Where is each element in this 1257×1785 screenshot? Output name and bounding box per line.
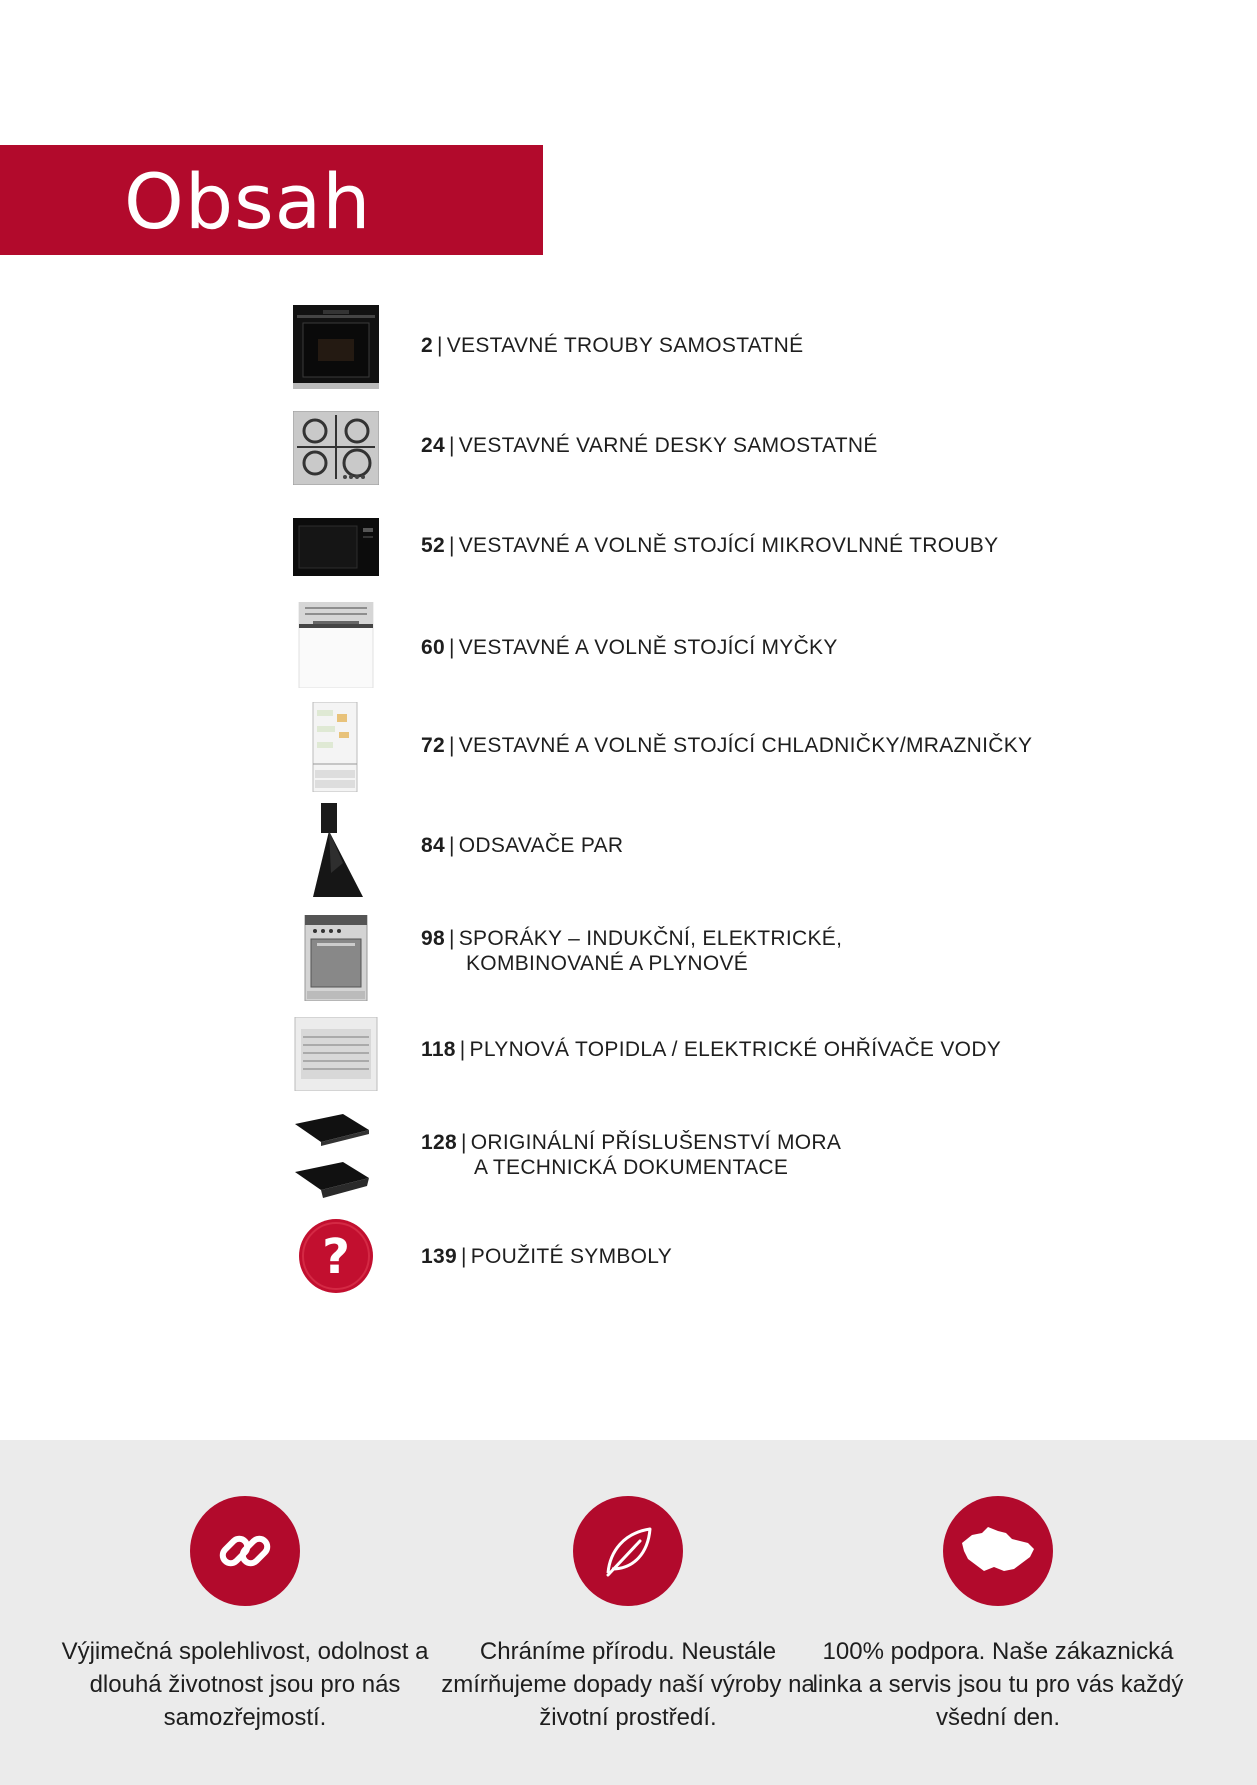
toc-page-number: 24	[421, 434, 445, 457]
cooker-icon	[293, 915, 379, 1001]
svg-text:?: ?	[322, 1229, 350, 1285]
toc-entry: 84 | ODSAVAČE PAR	[421, 834, 624, 857]
cooker-hood-icon	[293, 803, 379, 897]
toc-page-number: 2	[421, 334, 433, 357]
title-banner	[0, 145, 543, 255]
toc-label: VESTAVNÉ TROUBY SAMOSTATNÉ	[446, 334, 804, 357]
toc-entry: 139 | POUŽITÉ SYMBOLY	[421, 1245, 673, 1268]
toc-label: VESTAVNÉ A VOLNĚ STOJÍCÍ MIKROVLNNÉ TROUBY	[458, 534, 999, 557]
czech-map-icon	[943, 1496, 1053, 1606]
feature-text: Výjimečná spolehlivost, odolnost a dlouhá životnost jsou pro nás samozřejmostí.	[61, 1638, 429, 1731]
toc-entry: 72 | VESTAVNÉ A VOLNĚ STOJÍCÍ CHLADNIČKY/MRAZNIČKY	[421, 734, 1033, 757]
toc-entry: 118 | PLYNOVÁ TOPIDLA / ELEKTRICKÉ OHŘÍVAČE VODY	[421, 1038, 1002, 1061]
toc-page-number: 60	[421, 636, 445, 659]
toc-page-number: 139	[421, 1245, 457, 1268]
toc-entry: 128 | ORIGINÁLNÍ PŘÍSLUŠENSTVÍ MORA A TECHNICKÁ DOKUMENTACE	[421, 1131, 842, 1179]
dishwasher-icon	[293, 602, 379, 688]
toc-label: ORIGINÁLNÍ PŘÍSLUŠENSTVÍ MORA	[470, 1131, 842, 1154]
fridge-icon	[293, 702, 379, 792]
toc-label-continued: A TECHNICKÁ DOKUMENTACE	[474, 1156, 789, 1179]
toc-label: VESTAVNÉ A VOLNĚ STOJÍCÍ MYČKY	[458, 636, 838, 659]
toc-page-number: 52	[421, 534, 445, 557]
gas-hob-icon	[293, 411, 379, 485]
baking-trays-icon	[293, 1110, 379, 1202]
toc-label: SPORÁKY – INDUKČNÍ, ELEKTRICKÉ,	[458, 927, 843, 950]
toc-page-number: 84	[421, 834, 445, 857]
toc-label: ODSAVAČE PAR	[458, 834, 624, 857]
leaf-icon	[573, 1496, 683, 1606]
gas-heater-icon	[293, 1017, 379, 1091]
toc-label: POUŽITÉ SYMBOLY	[470, 1245, 673, 1268]
page-title: Obsah	[124, 157, 372, 246]
feature-text: Chráníme přírodu. Neustále zmírňujeme dopady naší výroby na životní prostředí.	[441, 1638, 815, 1731]
question-mark-icon	[293, 1218, 379, 1294]
features-footer	[0, 1440, 1257, 1785]
toc-entry: 52 | VESTAVNÉ A VOLNĚ STOJÍCÍ MIKROVLNNÉ TROUBY	[421, 534, 999, 557]
toc-page-number: 128	[421, 1131, 457, 1154]
toc-page-number: 98	[421, 927, 445, 950]
toc-label: PLYNOVÁ TOPIDLA / ELEKTRICKÉ OHŘÍVAČE VODY	[469, 1038, 1002, 1061]
toc-entry: 60 | VESTAVNÉ A VOLNĚ STOJÍCÍ MYČKY	[421, 636, 838, 659]
toc-entry: 2 | VESTAVNÉ TROUBY SAMOSTATNÉ	[421, 334, 804, 357]
chain-link-icon	[190, 1496, 300, 1606]
toc-entry: 98 | SPORÁKY – INDUKČNÍ, ELEKTRICKÉ, KOMBINOVANÉ A PLYNOVÉ	[421, 927, 843, 975]
toc-page-number: 118	[421, 1038, 456, 1061]
toc-label: VESTAVNÉ A VOLNĚ STOJÍCÍ CHLADNIČKY/MRAZNIČKY	[458, 734, 1033, 757]
toc-label: VESTAVNÉ VARNÉ DESKY SAMOSTATNÉ	[458, 434, 878, 457]
feature-text: 100% podpora. Naše zákaznická linka a servis jsou tu pro vás každý všední den.	[812, 1638, 1184, 1731]
toc-entry: 24 | VESTAVNÉ VARNÉ DESKY SAMOSTATNÉ	[421, 434, 878, 457]
toc-page-number: 72	[421, 734, 445, 757]
built-in-oven-icon	[293, 305, 379, 389]
microwave-icon	[293, 518, 379, 576]
toc-label-continued: KOMBINOVANÉ A PLYNOVÉ	[466, 952, 749, 975]
